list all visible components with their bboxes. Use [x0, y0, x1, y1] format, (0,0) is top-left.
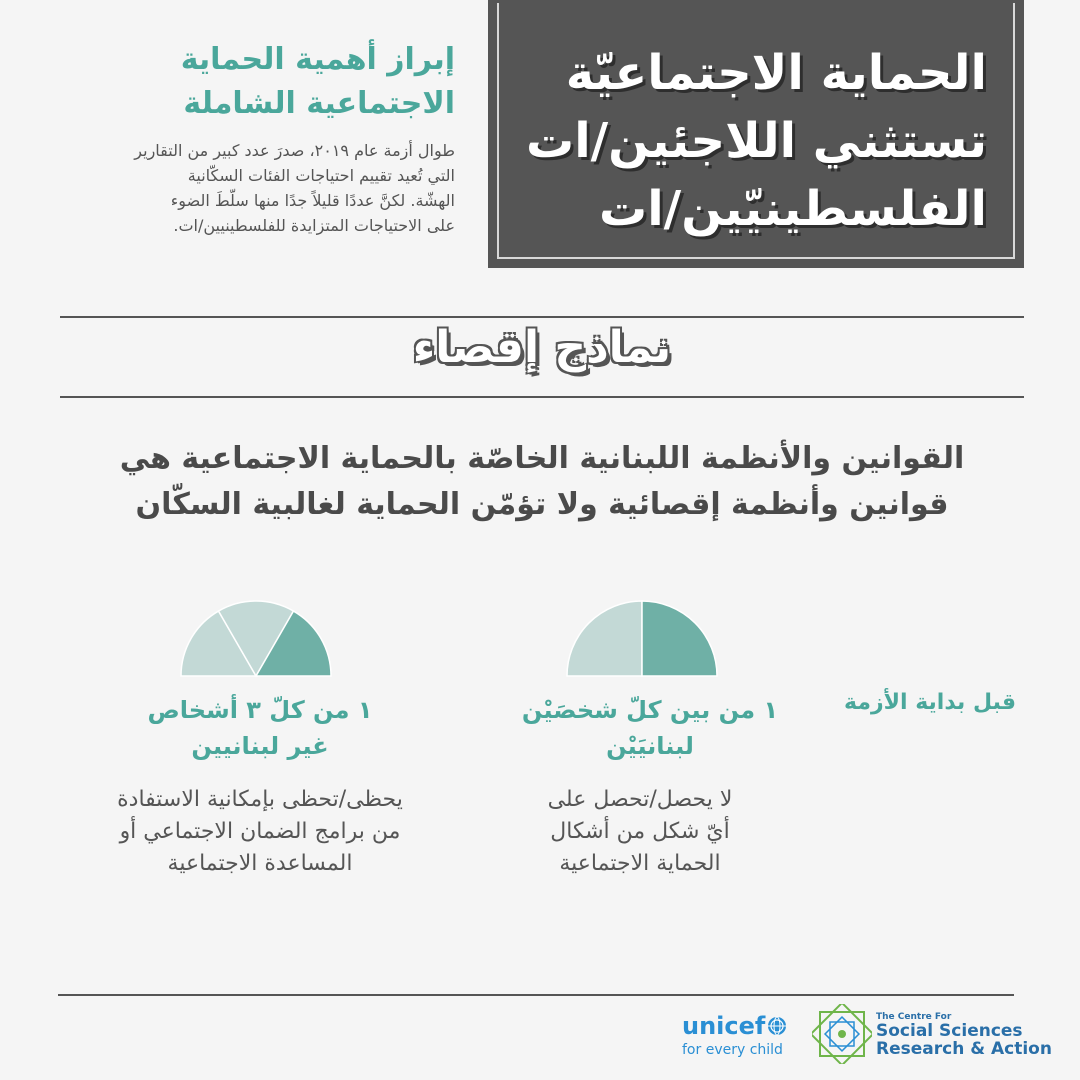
unicef-logo [682, 1012, 787, 1058]
stat-headline-line: ١ من كلّ ٣ أشخاص [147, 696, 373, 724]
divider-top [60, 316, 1024, 318]
statement [60, 436, 1024, 528]
stat-non-lebanese-headline [110, 692, 410, 764]
stat-body-line: الحماية الاجتماعية [559, 851, 721, 876]
stat-body-line: أيّ شكل من أشكال [550, 819, 730, 844]
title-box [488, 0, 1024, 268]
intro-heading-line: إبراز أهمية الحماية [180, 42, 455, 77]
cssr-line: The Centre For [876, 1012, 952, 1022]
intro-heading-line: الاجتماعية الشاملة [183, 86, 455, 121]
divider-mid [60, 396, 1024, 398]
geometric-star-icon [812, 1004, 872, 1064]
stat-headline-line: ١ من بين كلّ شخصَيْن [521, 696, 779, 724]
main-title-line: تستثني اللاجئين/ات [525, 113, 987, 169]
cssr-logo [812, 1004, 1052, 1068]
semicircle-chart-lebanese [566, 600, 718, 680]
cssr-line: Research & Action [876, 1039, 1052, 1059]
stat-headline-line: غير لبنانيين [191, 732, 329, 760]
stat-body-line: لا يحصل/تحصل على [547, 787, 733, 812]
semicircle-chart-non-lebanese [180, 600, 332, 680]
main-title-line: الحماية الاجتماعيّة [565, 45, 987, 101]
semicircle-segment [567, 601, 642, 676]
intro-heading [35, 38, 455, 126]
cssr-wordmark [876, 1012, 1052, 1058]
globe-icon [767, 1016, 787, 1036]
divider-bottom [58, 994, 1014, 996]
unicef-tagline: for every child [682, 1042, 783, 1058]
stat-non-lebanese-body [80, 784, 440, 880]
stat-headline-line: لبنانيَيْن [606, 732, 694, 760]
stat-body-line: من برامج الضمان الاجتماعي أو [119, 819, 401, 844]
semicircle-segment-highlight [642, 601, 717, 676]
stat-lebanese-headline [500, 692, 800, 764]
intro-body-line: الهشّة. لكنَّ عددًا قليلاً جدًا منها سلّطَ الضوء [170, 191, 455, 210]
stat-body-line: المساعدة الاجتماعية [167, 851, 353, 876]
intro-body [35, 138, 455, 238]
intro-body-line: التي تُعيد تقييم احتياجات الفئات السكّانية [187, 166, 455, 185]
stat-body-line: يحظى/تحظى بإمكانية الاستفادة [117, 787, 403, 812]
cssr-line: Social Sciences [876, 1021, 1023, 1041]
main-title-line: الفلسطينيّين/ات [598, 181, 987, 237]
intro-body-line: طوال أزمة عام ٢٠١٩، صدرَ عدد كبير من التقارير [134, 141, 455, 160]
before-crisis-label: قبل بداية الأزمة [843, 690, 1016, 715]
section-title: نماذج إقصاء [412, 322, 672, 373]
intro-body-line: على الاحتياجات المتزايدة للفلسطينيين/ات. [173, 216, 455, 235]
statement-line: قوانين وأنظمة إقصائية ولا تؤمّن الحماية لغالبية السكّان [135, 487, 949, 522]
main-title [507, 39, 987, 243]
statement-line: القوانين والأنظمة اللبنانية الخاصّة بالحماية الاجتماعية هي [119, 441, 965, 476]
unicef-wordmark: unicef [682, 1012, 766, 1040]
stat-lebanese-body [490, 784, 790, 880]
